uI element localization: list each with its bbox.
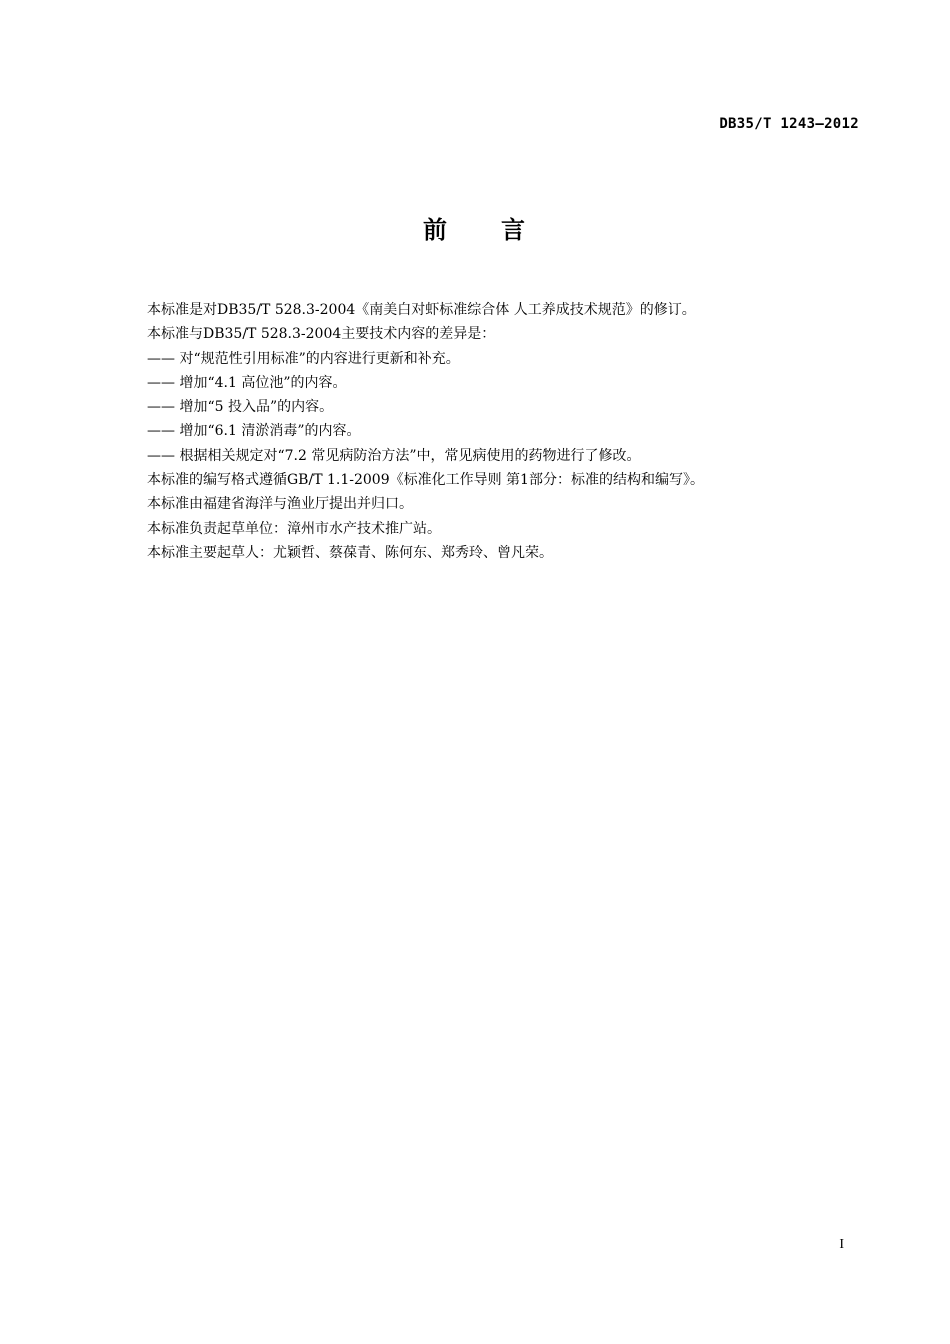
paragraph-drafting-format: 本标准的编写格式遵循GB/T 1.1-2009《标准化工作导则 第1部分：标准的结构和编写》。	[147, 472, 704, 489]
document-code: DB35/T 1243—2012	[719, 116, 859, 132]
list-item-high-level-pond: —— 增加“4.1 高位池”的内容。	[147, 374, 347, 391]
paragraph-proposer: 本标准由福建省海洋与渔业厅提出并归口。	[147, 496, 413, 513]
foreword-body	[147, 298, 847, 565]
title-char-2: 言	[501, 216, 527, 244]
page-title	[0, 210, 950, 250]
list-item-inputs: —— 增加“5 投入品”的内容。	[147, 399, 334, 416]
paragraph-drafters: 本标准主要起草人：尤颖哲、蔡葆青、陈何东、郑秀玲、曾凡荣。	[147, 544, 553, 561]
paragraph-revision-statement: 本标准是对DB35/T 528.3-2004《南美白对虾标准综合体 人工养成技术规范》的修订。	[147, 302, 696, 318]
page-number: I	[839, 1237, 844, 1252]
list-item-disease-control: —— 根据相关规定对“7.2 常见病防治方法”中，常见病使用的药物进行了修改。	[147, 447, 641, 464]
title-char-1: 前	[423, 216, 449, 244]
paragraph-differences-intro: 本标准与DB35/T 528.3-2004主要技术内容的差异是：	[147, 326, 496, 343]
list-item-dredging-disinfection: —— 增加“6.1 清淤消毒”的内容。	[147, 423, 361, 440]
paragraph-drafting-unit: 本标准负责起草单位：漳州市水产技术推广站。	[147, 520, 441, 537]
list-item-normative-references: —— 对“规范性引用标准”的内容进行更新和补充。	[147, 350, 460, 367]
